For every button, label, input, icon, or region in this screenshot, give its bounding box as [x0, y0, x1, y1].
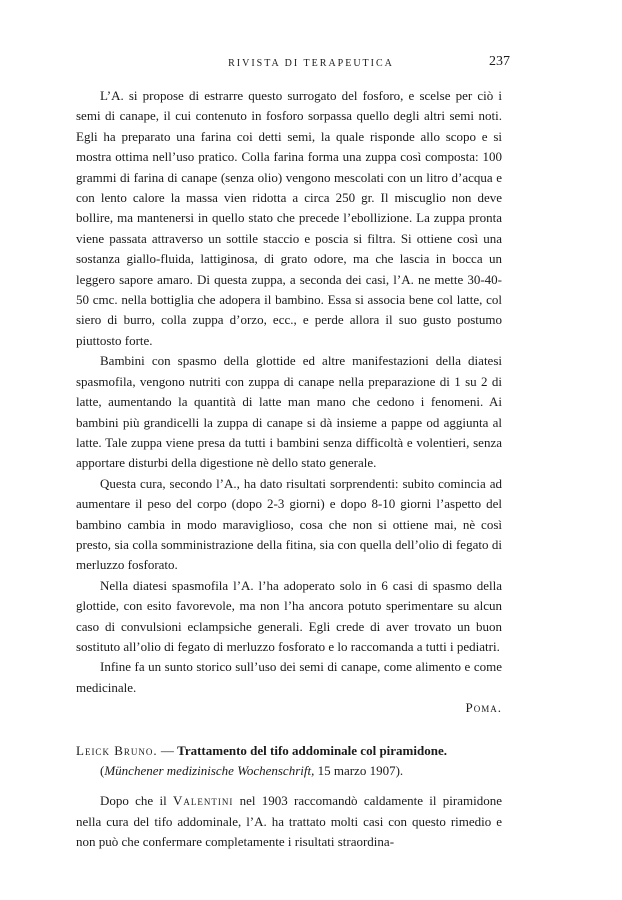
paragraph-1: L’A. si propose di estrarre questo surrogato del fosforo, e scelse per ciò i semi di canape, il cui contenuto in fosforo sorpassa quello degli altri semi noti. Egli ha preparato una farina coi detti semi, la quale risponde allo scopo e si mostra ottima nell’uso pratico. Colla farina forma una zuppa così composta: 100 grammi di farina di canape (senza olio) vengono mescolati con un litro d’acqua e con lento calore la massa vien ridotta a circa 250 gr. Il miscuglio non deve bollire, ma mantenersi in quello stato che precede l’ebollizione. La zuppa pronta viene passata attraverso un sottile staccio e poscia si filtra. Si ottiene così una sostanza giallo-fluida, lattiginosa, di grato odore, ma che lascia in bocca un leggero sapore amaro. Di questa zuppa, a seconda dei casi, l’A. ne mette 30-40-50 cmc. nella bottiglia che adopera il bambino. Essa si associa bene col latte, col siero di burro, colla zuppa d’orzo, ecc., e perde allora il suo gusto postumo piuttosto forte. [76, 88, 502, 348]
spacer [76, 781, 502, 791]
article-header [76, 741, 502, 782]
signature: Poma. [465, 700, 502, 716]
title-dash: — [157, 742, 178, 758]
paragraph-5 [76, 657, 502, 718]
running-head [0, 54, 622, 74]
paragraph-3: Questa cura, secondo l’A., ha dato risultati sorprendenti: subito comincia ad aumentare il peso del corpo (dopo 2-3 giorni) e dopo 8-10 giorni l’aspetto del bambino cambia in modo maraviglioso, cosa che non si ottiene mai, nè così presto, sia colla somministrazione della fitina, sia con quella dell’olio di fegato di merluzzo fosforato. [76, 475, 502, 573]
publication-date: 15 marzo 1907). [314, 763, 404, 778]
running-head-title: RIVISTA DI TERAPEUTICA [228, 58, 394, 69]
body-text [76, 86, 502, 853]
journal-name: Münchener medizinische Wochenschrift, [104, 763, 315, 778]
cited-name-valentini: Valentini [172, 793, 234, 809]
article-paragraph-1 [76, 791, 502, 852]
paragraph-2: Bambini con spasmo della glottide ed altre manifestazioni della diatesi spasmofila, vengono nutriti con zuppa di canape nella preparazione di 1 su 2 di latte, aumentando la quantità di latte man mano che cedono i fenomeni. Ai bambini più grandicelli la zuppa di canape si dà insieme a pappe od aggiunta al latte. Tale zuppa viene presa da tutti i bambini senza difficoltà e volentieri, senza apportare disturbi della digestione nè dello stato generale. [76, 353, 502, 471]
page-number: 237 [489, 54, 510, 69]
source-open-paren: ( [100, 763, 105, 778]
article-source [76, 761, 502, 781]
article-author: Leick Bruno. [76, 742, 158, 758]
article-title: Trattamento del tifo addominale col piramidone. [177, 742, 447, 758]
paragraph-5-text: Infine fa un sunto storico sull’uso dei semi di canape, come alimento e come medicinale. [76, 659, 502, 695]
article-p1-rest: nel 1903 raccomandò caldamente il piramidone nella cura del tifo addominale, l’A. ha trattato molti casi con questo rimedio e non può che confermare completamente i risultati straordina- [76, 793, 502, 850]
article-p1-start: Dopo che il [100, 793, 173, 809]
article-title-line [76, 741, 502, 761]
paragraph-4: Nella diatesi spasmofila l’A. l’ha adoperato solo in 6 casi di spasmo della glottide, con esito favorevole, ma non l’ha ancora potuto sperimentare su alcun caso di convulsioni eclampsiche generali. Egli crede di aver trovato un buon sostituto all’olio di fegato di merluzzo fosforato e lo raccomanda a tutti i pediatri. [76, 577, 502, 654]
